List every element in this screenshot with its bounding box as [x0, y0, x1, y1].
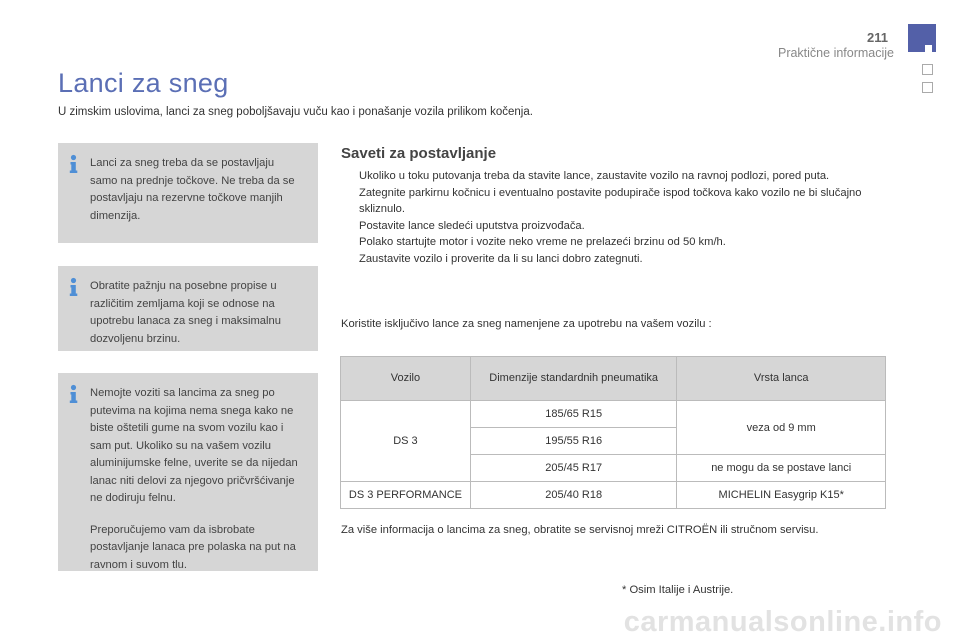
info-box [58, 373, 318, 571]
tire-size-cell: 205/40 R18 [470, 482, 677, 509]
info-box [58, 143, 318, 243]
watermark: carmanualsonline.info [623, 606, 942, 638]
column-header: Dimenzije standardnih pneumatika [470, 357, 677, 401]
vehicle-cell: DS 3 PERFORMANCE [341, 482, 471, 509]
tip-text: Postavite lance sledeći uputstva proizvođača. [359, 219, 585, 232]
intro-text: U zimskim uslovima, lanci za sneg poboljšavaju vuču kao i ponašanje vozila prilikom kočenja. [58, 106, 533, 118]
tire-size-cell: 195/55 R16 [470, 428, 677, 455]
chain-type-cell: ne mogu da se postave lanci [677, 455, 886, 482]
list-item [341, 218, 901, 235]
tip-text: Zategnite parkirnu kočnicu i eventualno postavite podupirače ispod točkova kako vozilo ne bi slučajno skliznulo. [359, 186, 862, 215]
chapter-marker-empty [922, 64, 933, 75]
list-item [341, 234, 901, 251]
info-text: Obratite pažnju na posebne propise u različitim zemljama koji se odnose na upotrebu lanaca za sneg i maksimalnu dozvoljenu brzinu. [90, 280, 281, 345]
section-title: Saveti za postavljanje [341, 145, 497, 162]
column-header: Vozilo [341, 357, 471, 401]
list-item [341, 168, 901, 185]
list-item [341, 251, 901, 268]
table-row [341, 401, 886, 428]
tips-list [341, 168, 901, 267]
info-text: Nemojte voziti sa lancima za sneg po putevima na kojima nema snega kako ne biste oštetili gume na svom vozilu kao i sam put. Ukoliko su na vašem vozilu aluminijumske felne, uverite se da nijedan lanac niti delovi za njegovo pričvršćivanje ne dodiruju felnu. [90, 387, 298, 504]
chain-type-cell: veza od 9 mm [677, 401, 886, 455]
tire-size-cell: 205/45 R17 [470, 455, 677, 482]
page-number: 211 [867, 30, 888, 45]
vehicle-cell: DS 3 [341, 401, 471, 482]
column-header: Vrsta lanca [677, 357, 886, 401]
tip-text: Zaustavite vozilo i proverite da li su lanci dobro zategnuti. [359, 252, 643, 265]
tire-size-cell: 185/65 R15 [470, 401, 677, 428]
more-info-text: Za više informacija o lancima za sneg, obratite se servisnoj mreži CITROËN ili stručnom servisu. [341, 524, 819, 536]
table-row [341, 482, 886, 509]
use-note: Koristite isključivo lance za sneg namenjene za upotrebu na vašem vozilu : [341, 318, 712, 330]
tip-text: Polako startujte motor i vozite neko vreme ne prelazeći brzinu od 50 km/h. [359, 236, 726, 248]
tip-text: Ukoliko u toku putovanja treba da stavite lance, zaustavite vozilo na ravnoj podlozi, pored puta. [359, 170, 830, 182]
info-text: Lanci za sneg treba da se postavljaju samo na prednje točkove. Ne treba da se postavljaju na rezervne točkove manjih dimenzija. [90, 157, 295, 222]
info-icon [65, 384, 82, 404]
page-title: Lanci za sneg [58, 68, 229, 98]
table-header-row [341, 357, 886, 401]
footnote: * Osim Italije i Austrije. [622, 584, 734, 596]
info-box [58, 266, 318, 351]
chapter-marker [908, 24, 936, 52]
info-text: Preporučujemo vam da isbrobate postavljanje lanaca pre polaska na put na ravnom i suvom tlu. [90, 523, 296, 571]
chapter-marker-empty [922, 82, 933, 93]
section-label: Praktične informacije [777, 46, 894, 60]
list-item [341, 185, 901, 218]
tire-table [340, 356, 886, 509]
chain-type-cell: MICHELIN Easygrip K15* [677, 482, 886, 509]
info-icon [65, 154, 82, 174]
info-icon [65, 277, 82, 297]
